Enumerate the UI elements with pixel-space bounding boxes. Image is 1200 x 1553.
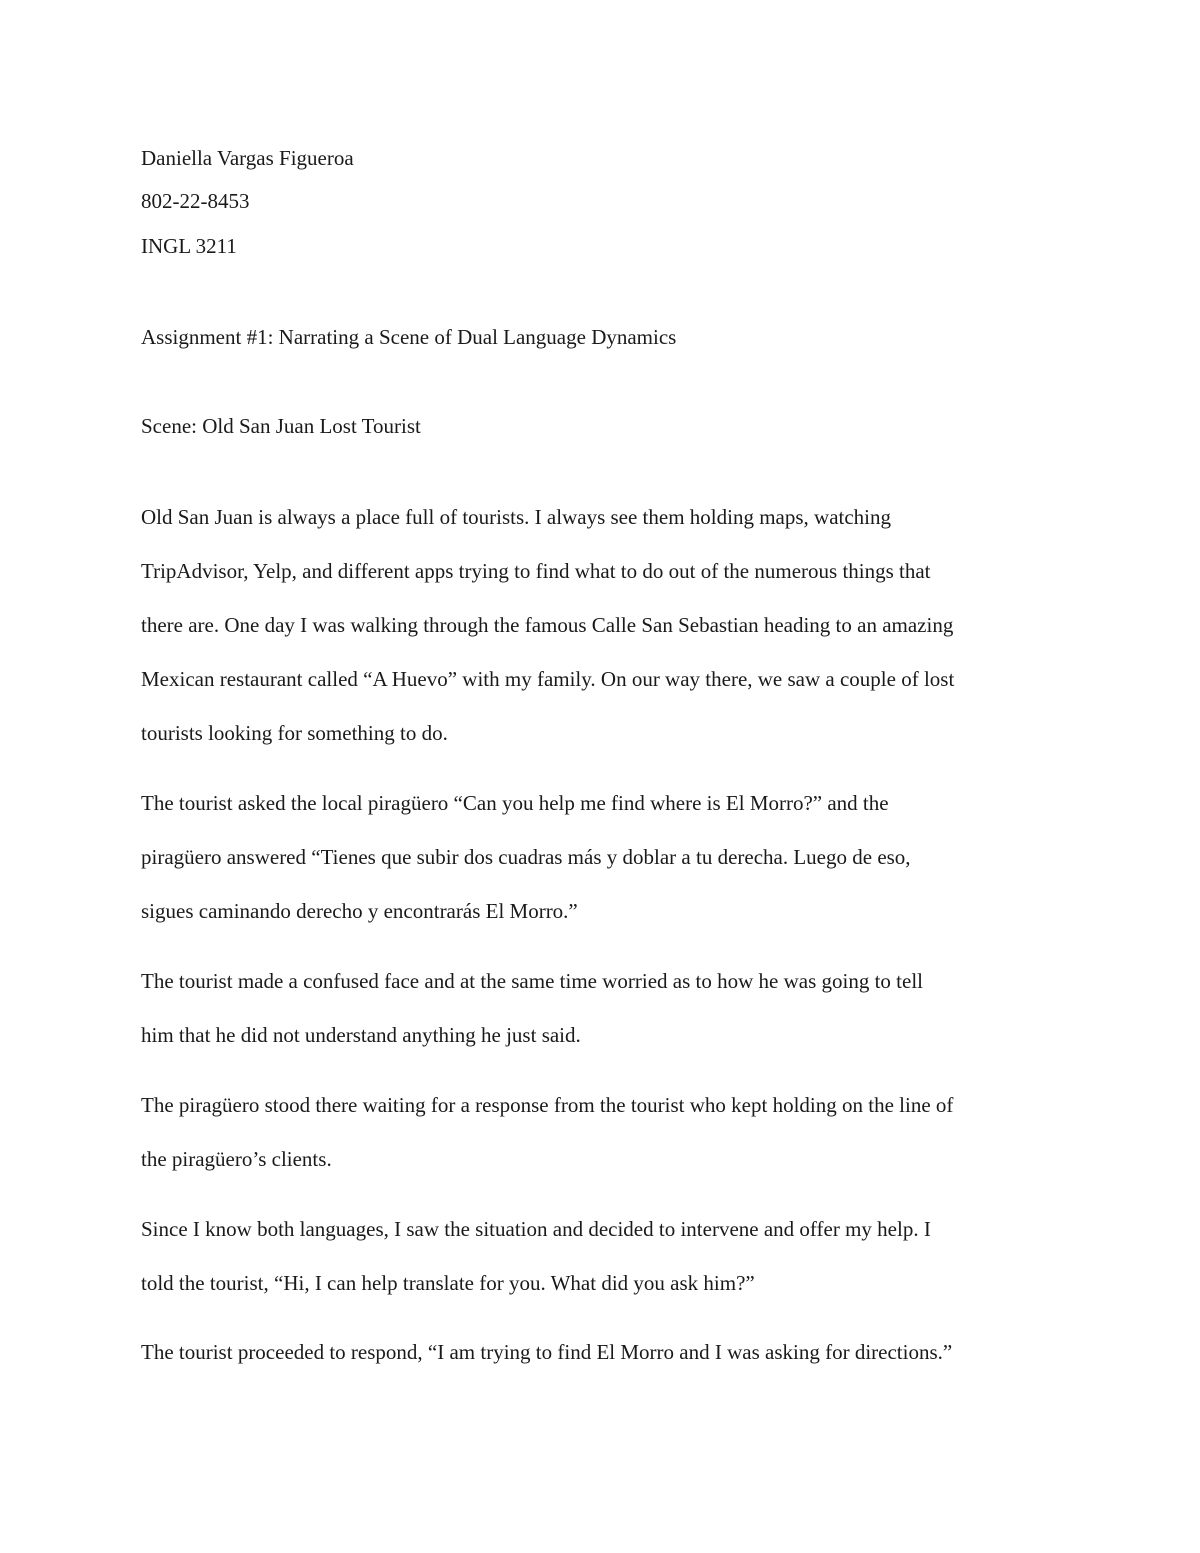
course-code: INGL 3211 xyxy=(141,234,237,258)
paragraph-line: Since I know both languages, I saw the situation and decided to intervene and offer my help. I xyxy=(141,1217,931,1241)
author-name: Daniella Vargas Figueroa xyxy=(141,146,354,170)
paragraph-line: piragüero answered “Tienes que subir dos cuadras más y doblar a tu derecha. Luego de eso, xyxy=(141,845,911,869)
paragraph-line: told the tourist, “Hi, I can help translate for you. What did you ask him?” xyxy=(141,1271,755,1295)
paragraph-line: there are. One day I was walking through the famous Calle San Sebastian heading to an amazing xyxy=(141,613,954,637)
paragraph-line: Mexican restaurant called “A Huevo” with my family. On our way there, we saw a couple of lost xyxy=(141,667,955,691)
assignment-title: Assignment #1: Narrating a Scene of Dual Language Dynamics xyxy=(141,325,677,349)
paragraph-line: TripAdvisor, Yelp, and different apps trying to find what to do out of the numerous things that xyxy=(141,559,931,583)
paragraph-line: him that he did not understand anything he just said. xyxy=(141,1023,581,1047)
paragraph-line: the piragüero’s clients. xyxy=(141,1147,332,1171)
scene-title: Scene: Old San Juan Lost Tourist xyxy=(141,414,421,438)
paragraph-line: tourists looking for something to do. xyxy=(141,721,448,745)
paragraph-line: The piragüero stood there waiting for a response from the tourist who kept holding on the line of xyxy=(141,1093,954,1117)
paragraph-line: The tourist asked the local piragüero “Can you help me find where is El Morro?” and the xyxy=(141,791,889,815)
student-id: 802-22-8453 xyxy=(141,189,250,213)
paragraph-line: The tourist proceeded to respond, “I am trying to find El Morro and I was asking for directions.” xyxy=(141,1340,953,1364)
paragraph-line: The tourist made a confused face and at the same time worried as to how he was going to tell xyxy=(141,969,924,993)
paragraph-line: Old San Juan is always a place full of tourists. I always see them holding maps, watching xyxy=(141,505,892,529)
paragraph-line: sigues caminando derecho y encontrarás El Morro.” xyxy=(141,899,578,923)
